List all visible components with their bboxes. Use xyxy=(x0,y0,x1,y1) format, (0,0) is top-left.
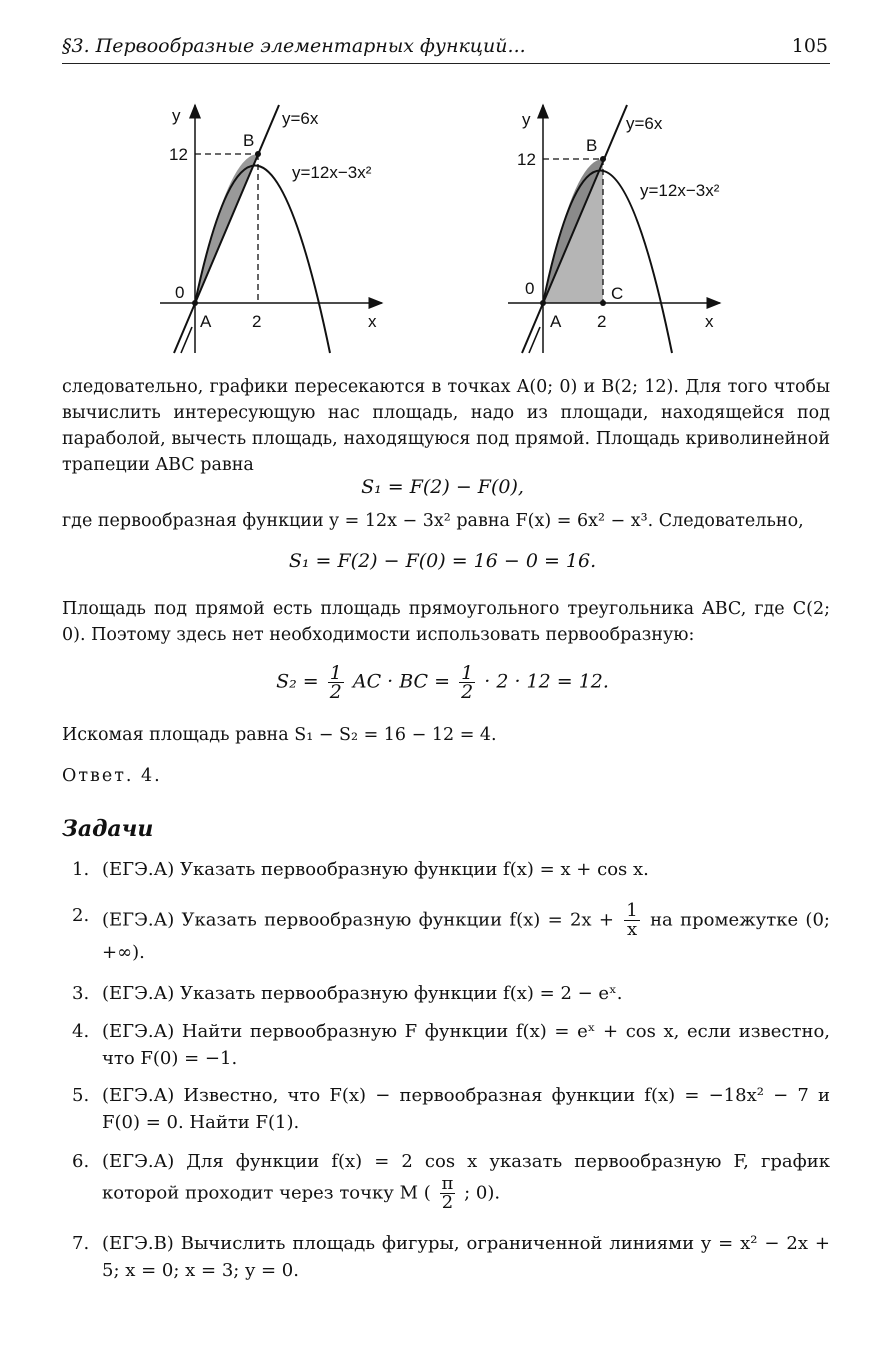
task-number: 5. xyxy=(72,1085,90,1106)
y-axis-label: y xyxy=(522,110,531,129)
task-frac-num: π xyxy=(441,1173,454,1194)
task-1 xyxy=(72,856,830,883)
eq3-frac-1-den: 2 xyxy=(329,681,342,703)
tick-x-2: 2 xyxy=(597,312,607,331)
task-number: 3. xyxy=(72,983,90,1004)
point-a-dot xyxy=(192,300,198,306)
eq3-frac-1-num: 1 xyxy=(329,662,342,684)
point-b-label: B xyxy=(586,136,598,155)
task-3 xyxy=(72,980,830,1007)
task-5 xyxy=(72,1082,830,1136)
equation-2: S₁ = F(2) − F(0) = 16 − 0 = 16. xyxy=(288,550,597,572)
paragraph-4: Искомая площадь равна S₁ − S₂ = 16 − 12 = 4. xyxy=(62,725,497,745)
point-a-dot xyxy=(540,300,546,306)
eq3-frac-2-den: 2 xyxy=(461,681,474,703)
parabola-label: y=12x−3x² xyxy=(640,181,720,200)
eq3-frac-2-num: 1 xyxy=(461,662,474,684)
origin-label: 0 xyxy=(525,279,535,298)
y-axis-label: y xyxy=(172,106,181,125)
task-text: (ЕГЭ.В) Вычислить площадь фигуры, ограниченной линиями y = x² − 2x + 5; x = 0; x = 3; y = 0. xyxy=(102,1233,830,1281)
paragraph-3: Площадь под прямой есть площадь прямоугольного треугольника ABC, где C(2; 0). Поэтому здесь нет необходимости использовать первообразную: xyxy=(62,599,830,645)
page-header xyxy=(62,35,830,64)
tick-x-2: 2 xyxy=(252,312,262,331)
task-2 xyxy=(72,902,830,966)
task-frac xyxy=(440,1175,456,1212)
task-frac xyxy=(624,902,639,939)
task-number: 1. xyxy=(72,859,90,880)
task-number: 4. xyxy=(72,1021,90,1042)
task-frac-num: 1 xyxy=(626,900,638,921)
figure-left xyxy=(160,95,400,360)
answer: Ответ. 4. xyxy=(62,766,162,786)
task-text-b: ; 0). xyxy=(464,1182,501,1204)
eq3-frac-1 xyxy=(328,664,344,701)
point-c-label: C xyxy=(611,284,624,303)
parabola xyxy=(195,166,330,353)
point-a-label: A xyxy=(200,312,212,331)
task-text: (ЕГЭ.А) Известно, что F(x) − первообразная функции f(x) = −18x² − 7 и F(0) = 0. Найти F(1). xyxy=(102,1085,830,1133)
task-number: 6. xyxy=(72,1151,90,1172)
point-c-dot xyxy=(600,300,606,306)
line-6x xyxy=(174,105,279,353)
task-4 xyxy=(72,1018,830,1072)
task-7 xyxy=(72,1230,830,1284)
task-6 xyxy=(72,1148,830,1212)
x-axis-label: x xyxy=(368,312,377,331)
task-text: (ЕГЭ.А) Указать первообразную функции f(x) = x + cos x. xyxy=(102,859,649,880)
tick-y-12: 12 xyxy=(517,150,536,169)
line-6x xyxy=(522,105,627,353)
point-b-dot xyxy=(600,156,606,162)
task-frac-den: 2 xyxy=(441,1192,454,1213)
eq3-lhs: S₂ = xyxy=(276,670,319,693)
point-b-dot xyxy=(255,151,261,157)
task-frac-den: x xyxy=(626,919,638,940)
parabola-label: y=12x−3x² xyxy=(292,163,372,182)
task-number: 2. xyxy=(72,905,90,926)
task-text xyxy=(102,1148,830,1212)
task-text-a: (ЕГЭ.А) Указать первообразную функции f(x) = 2x + xyxy=(102,909,614,931)
task-text: (ЕГЭ.А) Найти первообразную F функции f(x) = eˣ + cos x, если известно, что F(0) = −1. xyxy=(102,1021,830,1069)
task-text-a: (ЕГЭ.А) Для функции f(x) = 2 cos x указать первообразную F, график которой проходит через точку M ( xyxy=(102,1151,830,1204)
equation-3 xyxy=(0,664,885,701)
task-text xyxy=(102,902,830,966)
point-a-label: A xyxy=(550,312,562,331)
task-text-b: на промежутке (0; +∞). xyxy=(102,909,830,963)
task-number: 7. xyxy=(72,1233,90,1254)
eq3-end: · 2 · 12 = 12. xyxy=(484,670,609,693)
line-label: y=6x xyxy=(282,109,319,128)
task-text: (ЕГЭ.А) Указать первообразную функции f(x) = 2 − eˣ. xyxy=(102,983,623,1004)
origin-label: 0 xyxy=(175,283,185,302)
line-label: y=6x xyxy=(626,114,663,133)
tick-y-12: 12 xyxy=(169,145,188,164)
x-axis-label: x xyxy=(705,312,714,331)
paragraph-1: следовательно, графики пересекаются в точках A(0; 0) и B(2; 12). Для того чтобы вычислить интересующую нас площадь, надо из площади, находящейся под параболой, вычесть площадь, находящуюся под прямой. Площадь криволинейной трапеции ABC равна xyxy=(62,377,830,475)
figure-right xyxy=(508,95,748,360)
paragraph-2: где первообразная функции y = 12x − 3x² равна F(x) = 6x² − x³. Следовательно, xyxy=(62,511,804,531)
eq3-mid: AC · BC = xyxy=(352,670,451,693)
section-title: §3. Первообразные элементарных функций... xyxy=(62,35,526,57)
point-b-label: B xyxy=(243,131,255,150)
tasks-title: Задачи xyxy=(62,816,154,842)
page-number: 105 xyxy=(791,35,828,57)
equation-1: S₁ = F(2) − F(0), xyxy=(361,476,524,498)
eq3-frac-2 xyxy=(459,664,475,701)
